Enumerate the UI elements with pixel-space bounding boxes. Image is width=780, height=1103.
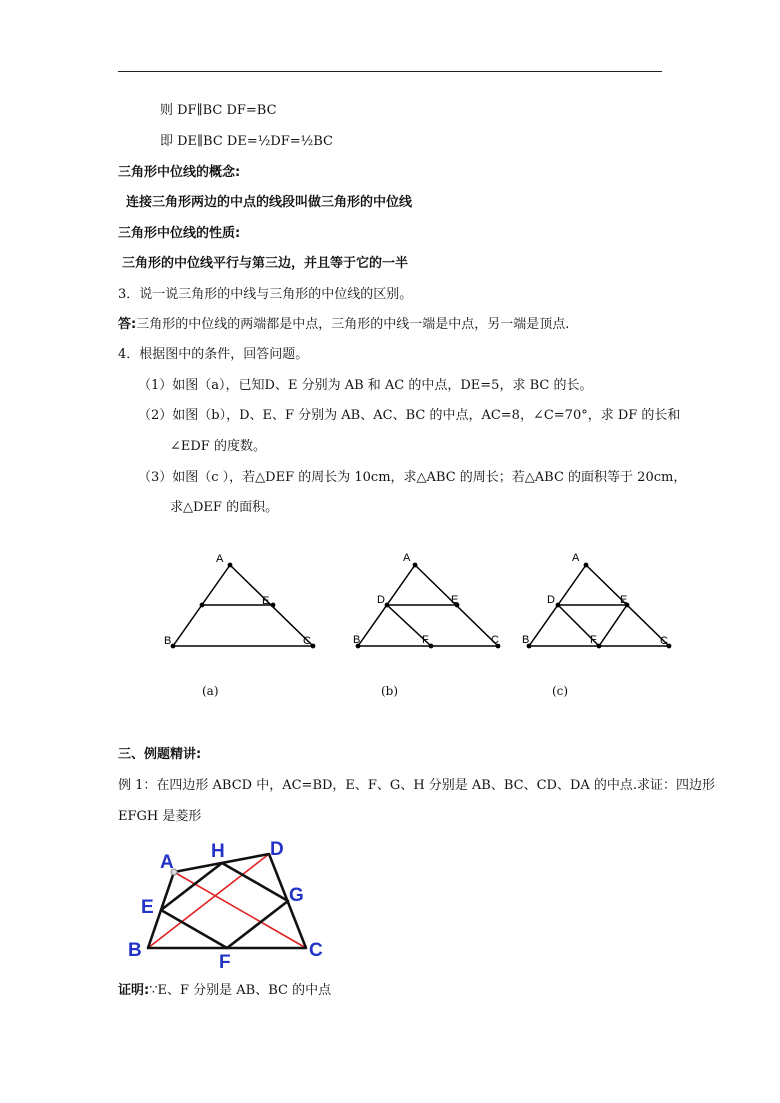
quadrilateral-figure <box>118 832 338 972</box>
quad-label-g: G <box>289 885 304 906</box>
fig-a-label-c: C <box>303 635 311 647</box>
line-de-half: 即 DE∥BC DE=½DF=½BC <box>160 134 334 149</box>
fig-b-label-c: C <box>491 634 499 646</box>
fig-c-label-b: B <box>522 634 530 646</box>
figure-c <box>516 548 676 658</box>
answer-line <box>118 316 569 334</box>
fig-a-label-a: A <box>216 553 224 565</box>
question-4-3: （3）如图（c ），若△DEF 的周长为 10cm，求△ABC 的周长；若△ABC 的面积等于 20cm， <box>138 470 687 485</box>
question-3: 3．说一说三角形的中线与三角形的中位线的区别。 <box>118 287 413 302</box>
fig-b-label-a: A <box>403 552 411 564</box>
line-df-parallel: 则 DF∥BC DF=BC <box>160 103 277 118</box>
quad-label-h: H <box>211 841 225 862</box>
fig-b-label-f: F <box>422 634 429 646</box>
proof-label: 证明: <box>118 983 150 998</box>
quad-label-d: D <box>270 839 284 860</box>
figure-b <box>345 548 510 658</box>
concept-heading: 三角形中位线的概念: <box>118 165 241 180</box>
question-4-1: （1）如图（a），已知D、E 分别为 AB 和 AC 的中点，DE=5，求 BC 的长。 <box>138 378 593 393</box>
section-3-heading: 三、例题精讲: <box>118 747 202 762</box>
fig-c-label-e: E <box>620 594 628 606</box>
concept-text: 连接三角形两边的中点的线段叫做三角形的中位线 <box>126 195 413 210</box>
proof-line <box>118 982 331 1000</box>
fig-c-label-a: A <box>572 552 580 564</box>
header-rule <box>118 71 662 72</box>
figure-b-caption: (b) <box>381 684 399 698</box>
quad-label-c: C <box>309 940 323 961</box>
question-4-3-cont: 求△DEF 的面积。 <box>170 500 279 515</box>
fig-b-label-d: D <box>377 594 385 606</box>
quad-label-f: F <box>219 952 231 972</box>
example-1-cont: EFGH 是菱形 <box>118 809 202 824</box>
figure-a-caption: (a) <box>202 684 219 698</box>
fig-a-label-b: B <box>164 635 172 647</box>
figure-a <box>160 548 330 658</box>
example-1: 例 1：在四边形 ABCD 中，AC=BD，E、F、G、H 分别是 AB、BC、CD、DA 的中点.求证：四边形 <box>118 778 716 793</box>
answer-label: 答: <box>118 317 137 332</box>
fig-a-label-e: E <box>262 595 270 607</box>
fig-c-label-d: D <box>547 594 555 606</box>
property-heading: 三角形中位线的性质: <box>118 226 241 241</box>
fig-b-label-e: E <box>451 594 459 606</box>
question-4-2-cont: ∠EDF 的度数。 <box>170 439 266 454</box>
property-text: 三角形的中位线平行与第三边，并且等于它的一半 <box>122 256 409 271</box>
proof-text: ∵E、F 分别是 AB、BC 的中点 <box>149 983 332 998</box>
fig-b-label-b: B <box>353 634 361 646</box>
question-4: 4．根据图中的条件，回答问题。 <box>118 347 309 362</box>
quad-label-a: A <box>160 852 174 873</box>
quad-label-b: B <box>128 940 142 961</box>
fig-c-label-c: C <box>660 635 668 647</box>
quad-label-e: E <box>141 897 154 918</box>
answer-text: 三角形的中位线的两端都是中点，三角形的中线一端是中点，另一端是顶点. <box>136 317 570 332</box>
fig-c-label-f: F <box>590 634 597 646</box>
figure-c-caption: (c) <box>552 684 569 698</box>
question-4-2: （2）如图（b），D、E、F 分别为 AB、AC、BC 的中点，AC=8，∠C=70°，求 DF 的长和 <box>138 408 681 423</box>
